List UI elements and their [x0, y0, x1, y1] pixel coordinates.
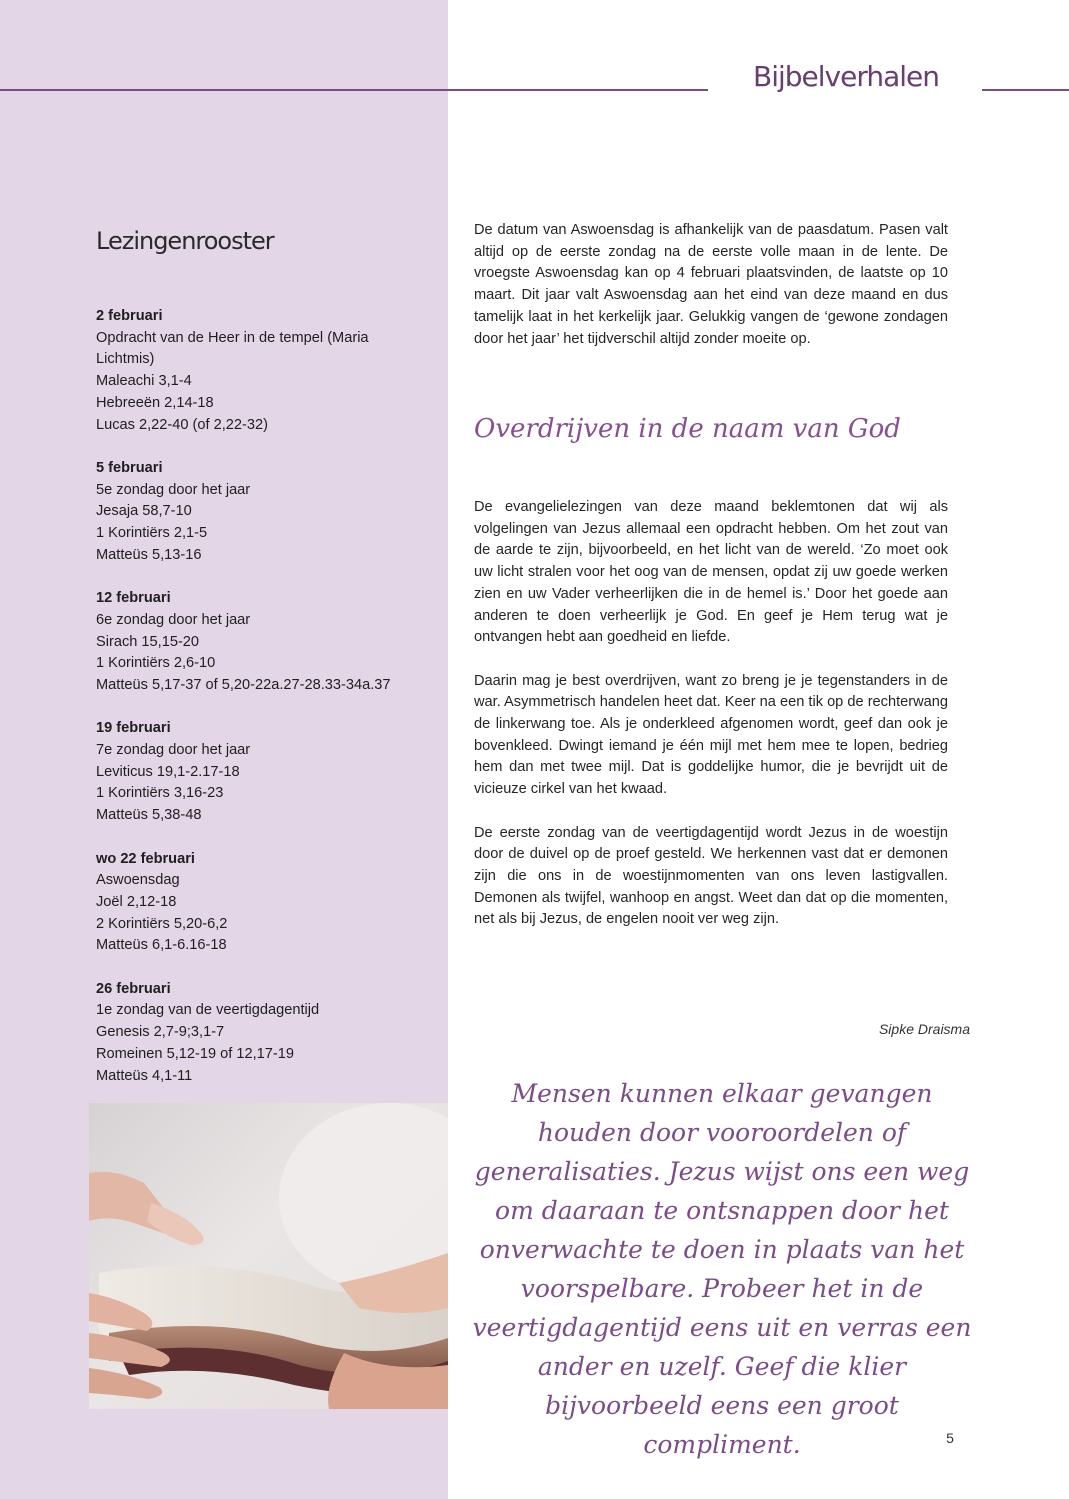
- entry-date: 2 februari: [96, 308, 163, 324]
- open-bible-photo: [89, 1103, 448, 1409]
- entry-line: Leviticus 19,1-2.17-18: [96, 763, 240, 780]
- entry-line: 1 Korintiërs 2,1-5: [96, 525, 208, 542]
- entry-line: Maleachi 3,1-4: [96, 373, 192, 390]
- entry-line: Matteüs 5,17-37 of 5,20-22a.27-28.33-34a.37: [96, 676, 391, 693]
- article-subheading: Overdrijven in de naam van God: [474, 414, 901, 444]
- entry-date: 19 februari: [96, 720, 171, 737]
- entry-line: Aswoensdag: [96, 872, 180, 889]
- entry-line: Hebreeën 2,14-18: [96, 394, 214, 411]
- entry-line: 1 Korintiërs 3,16-23: [96, 785, 224, 802]
- entry-line: 1 Korintiërs 2,6-10: [96, 655, 216, 672]
- entry-line: Jesaja 58,7-10: [96, 503, 192, 520]
- entry-line: 6e zondag door het jaar: [96, 611, 251, 628]
- entry-date: 5 februari: [96, 459, 163, 476]
- schedule-heading: Lezingenrooster: [96, 227, 274, 255]
- article-author: Sipke Draisma: [878, 1021, 970, 1037]
- entry-line: Romeinen 5,12-19 of 12,17-19: [96, 1045, 294, 1062]
- body-paragraph: De evangelielezingen van deze maand beklemtonen dat wij als volgelingen van Jezus allemaal een opdracht hebben. Om het zout van de aarde te zijn, bijvoorbeeld, en het licht van de wereld. ‘Zo moet ook uw licht stralen voor het oog van de mensen, opdat zij uw goede werken zien en uw Vader verheerlijken die in de hemel is.’ Door het goede aan anderen te doen verheerlijk je God. En geef je Hem terug wat je ontvangen hebt aan goedheid en liefde.: [474, 499, 948, 646]
- article-body: [474, 497, 948, 953]
- entry-line: 5e zondag door het jaar: [96, 481, 251, 498]
- entry-line: Lichtmis): [96, 351, 155, 368]
- entry-line: Matteüs 4,1-11: [96, 1067, 193, 1084]
- entry-line: Genesis 2,7-9;3,1-7: [96, 1024, 225, 1041]
- schedule-entry: [96, 979, 441, 1088]
- page-number: 5: [946, 1430, 954, 1446]
- schedule-entry: [96, 849, 441, 958]
- entry-line: Matteüs 5,13-16: [96, 546, 202, 563]
- entry-line: 7e zondag door het jaar: [96, 742, 251, 759]
- entry-line: Opdracht van de Heer in de tempel (Maria: [96, 329, 369, 346]
- header-rule-right: [982, 89, 1069, 91]
- intro-text: De datum van Aswoensdag is afhankelijk van de paasdatum. Pasen valt altijd op de eerste zondag na de eerste volle maan in de lente. De vroegste Aswoensdag kan op 4 februari plaatsvinden, de laatste op 10 maart. Dit jaar valt Aswoensdag aan het eind van deze maand en dus tamelijk laat in het kerkelijk jaar. Gelukkig vangen de ‘gewone zondagen door het jaar’ het tijdverschil altijd zonder moeite op.: [474, 222, 948, 347]
- body-paragraph: Daarin mag je best overdrijven, want zo breng je je tegenstanders in de war. Asymmetrisch handelen heet dat. Keer na een tik op de rechterwang de linkerwang toe. Als je onderkleed afgenomen wordt, geef dan ook je bovenkleed. Dwingt iemand je één mijl met hem mee te lopen, bedrieg hem dan met twee mijl. Dat is goddelijke humor, die je bevrijdt uit de vicieuze cirkel van het kwaad.: [474, 672, 948, 798]
- schedule-entry: [96, 718, 441, 827]
- entry-line: Sirach 15,15-20: [96, 633, 200, 650]
- reading-schedule: [96, 306, 441, 1109]
- entry-line: 2 Korintiërs 5,20-6,2: [96, 915, 228, 932]
- entry-line: Matteüs 6,1-6.16-18: [96, 937, 227, 954]
- schedule-entry: [96, 458, 441, 567]
- entry-date: wo 22 februari: [96, 850, 195, 867]
- entry-line: Matteüs 5,38-48: [96, 807, 202, 824]
- schedule-entry: [96, 588, 441, 697]
- pull-quote: Mensen kunnen elkaar gevangen houden door vooroordelen of generalisaties. Jezus wijst ons een weg om daaraan te ontsnappen door het onverwachte te doen in plaats van het voorspelbare. Probeer het in de veertigdagentijd eens uit en verras een ander en uzelf. Geef die klier bijvoorbeeld eens een groot compliment.: [472, 1079, 972, 1459]
- schedule-entry: [96, 306, 441, 436]
- entry-date: 12 februari: [96, 590, 171, 607]
- entry-line: Joël 2,12-18: [96, 893, 177, 910]
- body-paragraph: De eerste zondag van de veertigdagentijd wordt Jezus in de woestijn door de duivel op de proef gesteld. We herkennen vast dat er demonen zijn die ons in de woestijnmomenten van ons leven lastigvallen. Demonen als twijfel, wanhoop en angst. Weet dan dat op die momenten, net als bij Jezus, de engelen nooit ver weg zijn.: [474, 824, 948, 928]
- intro-paragraph: [474, 220, 948, 372]
- section-title: Bijbelverhalen: [752, 60, 940, 93]
- entry-line: Lucas 2,22-40 (of 2,22-32): [96, 416, 268, 433]
- entry-line: 1e zondag van de veertigdagentijd: [96, 1002, 320, 1019]
- header-rule-left: [0, 89, 708, 91]
- entry-date: 26 februari: [96, 980, 171, 997]
